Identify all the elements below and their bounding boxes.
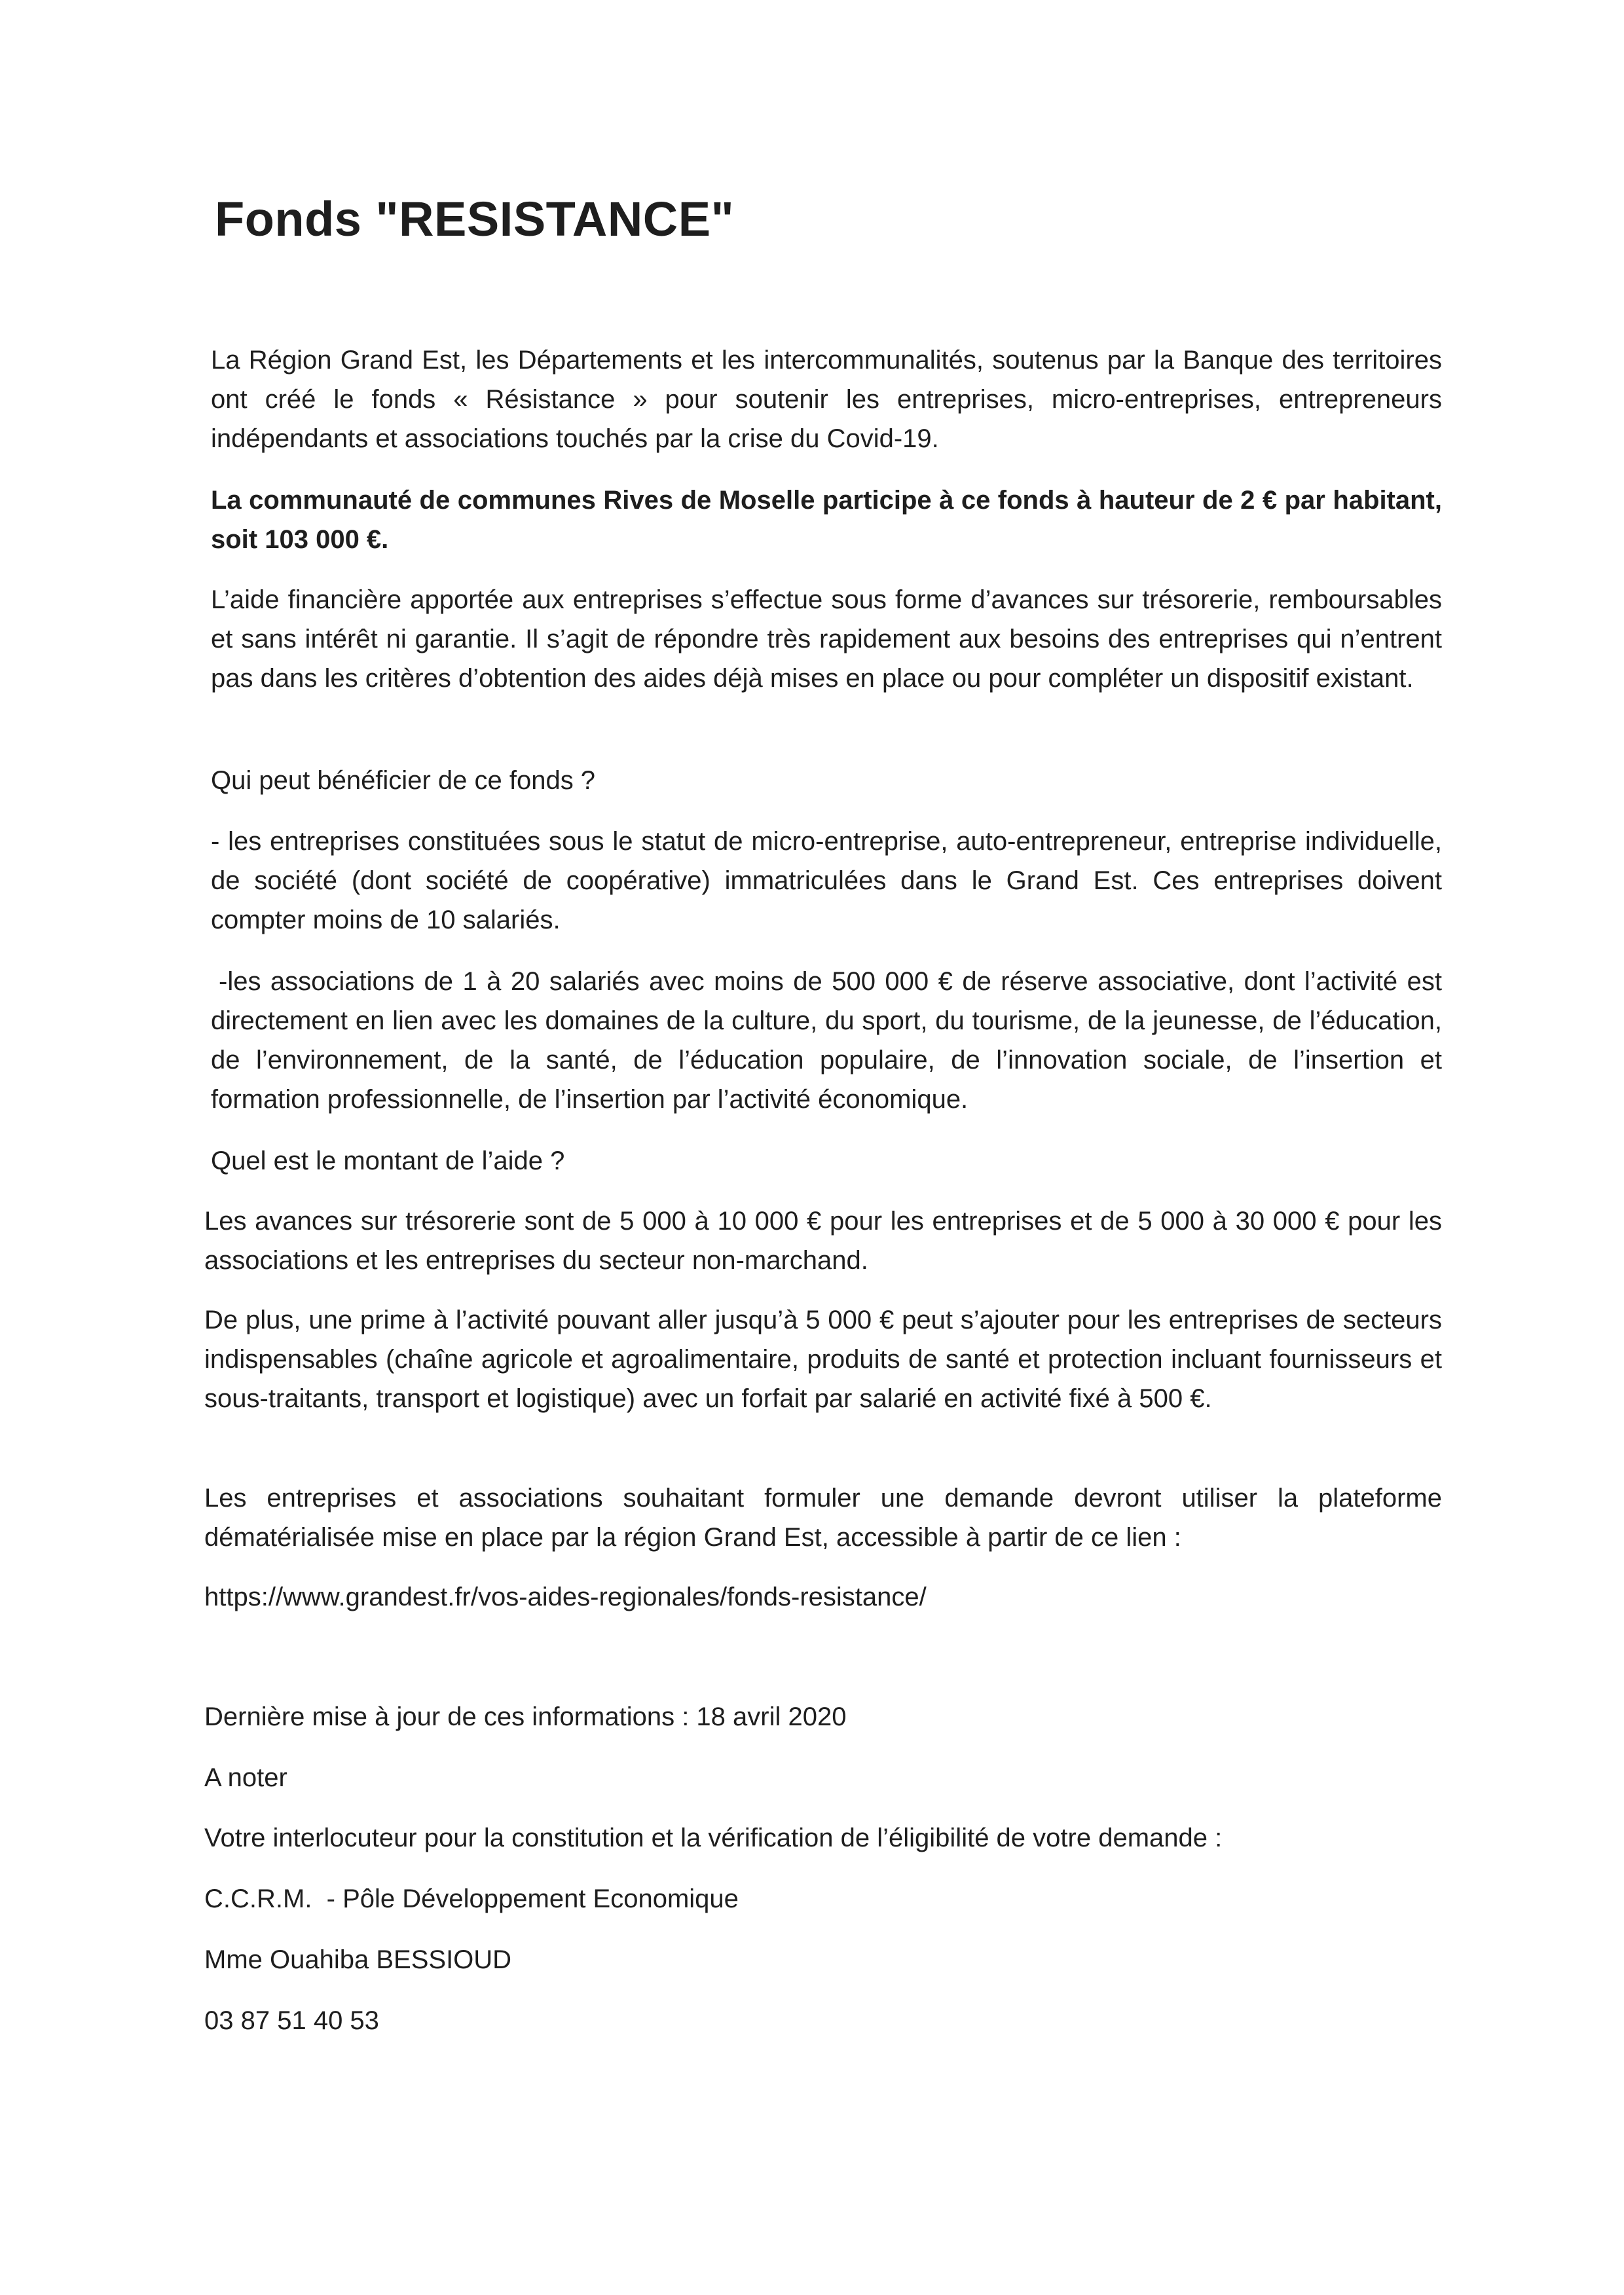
application-link[interactable]: https://www.grandest.fr/vos-aides-regionales/fonds-resistance/: [204, 1583, 927, 1611]
last-update-text: Dernière mise à jour de ces informations : 18 avril 2020: [204, 1702, 847, 1731]
document-title: Fonds "RESISTANCE": [215, 192, 735, 246]
contribution-paragraph: La communauté de communes Rives de Moselle participe à ce fonds à hauteur de 2 € par habitant, soit 103 000 €.: [211, 486, 1442, 554]
application-paragraph: Les entreprises et associations souhaitant formuler une demande devront utiliser la plateforme dématérialisée mise en place par la région Grand Est, accessible à partir de ce lien :: [204, 1484, 1442, 1552]
note-label: A noter: [204, 1763, 287, 1792]
contact-phone: 03 87 51 40 53: [204, 2006, 379, 2035]
eligible-companies-item: - les entreprises constituées sous le statut de micro-entreprise, auto-entrepreneur, entreprise individuelle, de société (dont société de coopérative) immatriculées dans le Grand Est. Ces entreprises doivent compter moins de 10 salariés.: [211, 827, 1442, 934]
amount-question: Quel est le montant de l’aide ?: [211, 1147, 565, 1175]
amount-paragraph: Les avances sur trésorerie sont de 5 000 à 10 000 € pour les entreprises et de 5 000 à 30 000 € pour les associations et les entreprises du secteur non-marchand.: [204, 1207, 1442, 1275]
eligibility-question: Qui peut bénéficier de ce fonds ?: [211, 766, 596, 795]
eligible-associations-item: -les associations de 1 à 20 salariés avec moins de 500 000 € de réserve associative, dont l’activité est directement en lien avec les domaines de la culture, du sport, du tourisme, de la jeunesse, de l’éducation, de l’environnement, de la santé, de l’éducation populaire, de l’innovation sociale, de l’insertion et formation professionnelle, de l’insertion par l’activité économique.: [211, 967, 1442, 1114]
intro-paragraph: La Région Grand Est, les Départements et les intercommunalités, soutenus par la Banque des territoires ont créé le fonds « Résistance » pour soutenir les entreprises, micro-entreprises, entrepreneurs indépendants et associations touchés par la crise du Covid-19.: [211, 346, 1442, 453]
activity-bonus-paragraph: De plus, une prime à l’activité pouvant aller jusqu’à 5 000 € peut s’ajouter pour les entreprises de secteurs indispensables (chaîne agricole et agroalimentaire, produits de santé et protection incluant fournisseurs et sous-traitants, transport et logistique) avec un forfait par salarié en activité fixé à 500 €.: [204, 1306, 1442, 1413]
aid-description-paragraph: L’aide financière apportée aux entreprises s’effectue sous forme d’avances sur trésorerie, remboursables et sans intérêt ni garantie. Il s’agit de répondre très rapidement aux besoins des entreprises qui n’entrent pas dans les critères d’obtention des aides déjà mises en place ou pour compléter un dispositif existant.: [211, 585, 1442, 693]
contact-intro: Votre interlocuteur pour la constitution et la vérification de l’éligibilité de votre demande :: [204, 1824, 1223, 1852]
contact-organization: C.C.R.M. - Pôle Développement Economique: [204, 1884, 739, 1913]
contact-name: Mme Ouahiba BESSIOUD: [204, 1945, 512, 1974]
